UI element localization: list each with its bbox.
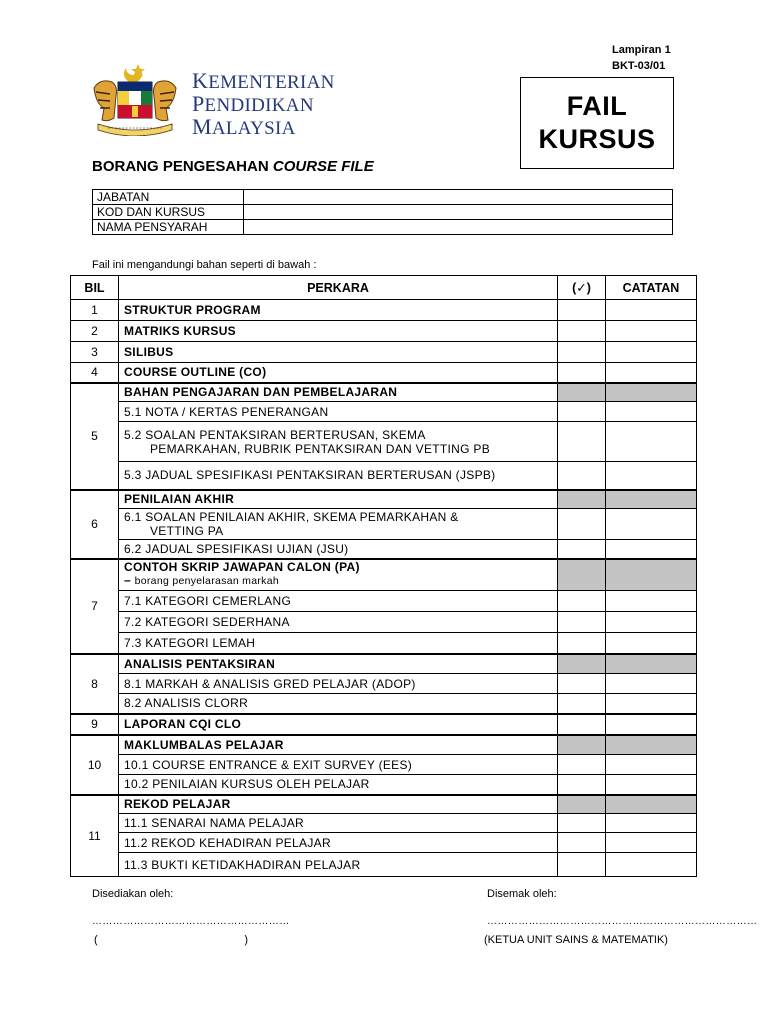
table-row xyxy=(71,714,697,735)
table-row xyxy=(71,462,697,490)
catatan-cell[interactable] xyxy=(606,540,697,559)
table-row xyxy=(71,509,697,540)
catatan-cell[interactable] xyxy=(606,591,697,612)
sub-item: 7.2 KATEGORI SEDERHANA xyxy=(119,612,558,633)
malaysia-coat-of-arms-icon xyxy=(86,62,184,136)
check-cell-disabled xyxy=(558,795,606,814)
table-row xyxy=(71,490,697,509)
catatan-cell-disabled xyxy=(606,559,697,591)
sub-item: 10.2 PENILAIAN KURSUS OLEH PELAJAR xyxy=(119,775,558,795)
catatan-cell[interactable] xyxy=(606,363,697,383)
row-number: 1 xyxy=(71,300,119,321)
info-row-jabatan xyxy=(93,190,673,205)
sub-item: 10.1 COURSE ENTRANCE & EXIT SURVEY (EES) xyxy=(119,755,558,775)
row-number: 11 xyxy=(71,795,119,877)
row-number: 2 xyxy=(71,321,119,342)
check-cell[interactable] xyxy=(558,540,606,559)
item-title: MATRIKS KURSUS xyxy=(119,321,558,342)
check-cell[interactable] xyxy=(558,853,606,877)
check-cell[interactable] xyxy=(558,612,606,633)
ketua-unit-label: (KETUA UNIT SAINS & MATEMATIK) xyxy=(484,934,668,946)
info-table xyxy=(92,189,673,235)
sub-item: 11.2 REKOD KEHADIRAN PELAJAR xyxy=(119,833,558,853)
catatan-cell[interactable] xyxy=(606,714,697,735)
open-paren: ( xyxy=(94,934,98,946)
catatan-cell[interactable] xyxy=(606,300,697,321)
check-cell[interactable] xyxy=(558,714,606,735)
check-cell[interactable] xyxy=(558,775,606,795)
table-row xyxy=(71,422,697,462)
section-heading: PENILAIAN AKHIR xyxy=(119,490,558,509)
sub-item-line: VETTING PA xyxy=(150,524,224,538)
catatan-cell[interactable] xyxy=(606,853,697,877)
check-cell[interactable] xyxy=(558,591,606,612)
catatan-cell[interactable] xyxy=(606,674,697,694)
lampiran-label: Lampiran 1 xyxy=(612,44,671,56)
reference-block xyxy=(612,42,671,74)
item-title: SILIBUS xyxy=(119,342,558,363)
nama-pensyarah-field[interactable] xyxy=(244,220,673,235)
check-cell-disabled xyxy=(558,490,606,509)
catatan-cell-disabled xyxy=(606,383,697,402)
sub-item: 8.1 MARKAH & ANALISIS GRED PELAJAR (ADOP) xyxy=(119,674,558,694)
catatan-cell[interactable] xyxy=(606,833,697,853)
catatan-cell[interactable] xyxy=(606,462,697,490)
section-heading: BAHAN PENGAJARAN DAN PEMBELAJARAN xyxy=(119,383,558,402)
row-number: 7 xyxy=(71,559,119,654)
check-cell[interactable] xyxy=(558,321,606,342)
info-row-kod xyxy=(93,205,673,220)
form-title: BORANG PENGESAHAN COURSE FILE xyxy=(92,158,374,175)
catatan-cell[interactable] xyxy=(606,633,697,654)
checked-by-label: Disemak oleh: xyxy=(487,888,557,900)
sub-item: 6.2 JADUAL SPESIFIKASI UJIAN (JSU) xyxy=(119,540,558,559)
sub-item xyxy=(119,509,558,540)
table-row xyxy=(71,694,697,714)
check-cell[interactable] xyxy=(558,833,606,853)
check-cell[interactable] xyxy=(558,633,606,654)
catatan-cell-disabled xyxy=(606,735,697,755)
catatan-cell[interactable] xyxy=(606,612,697,633)
table-row xyxy=(71,383,697,402)
catatan-cell[interactable] xyxy=(606,509,697,540)
kod-kursus-label: KOD DAN KURSUS xyxy=(93,205,244,220)
form-code: BKT-03/01 xyxy=(612,60,666,72)
table-row xyxy=(71,633,697,654)
row-number: 5 xyxy=(71,383,119,490)
sub-item: 5.1 NOTA / KERTAS PENERANGAN xyxy=(119,402,558,422)
perkara-header: PERKARA xyxy=(119,276,558,300)
row-number: 10 xyxy=(71,735,119,795)
table-row xyxy=(71,833,697,853)
check-cell[interactable] xyxy=(558,342,606,363)
catatan-cell[interactable] xyxy=(606,694,697,714)
jabatan-label: JABATAN xyxy=(93,190,244,205)
sub-item: 11.3 BUKTI KETIDAKHADIRAN PELAJAR xyxy=(119,853,558,877)
item-title: STRUKTUR PROGRAM xyxy=(119,300,558,321)
check-cell[interactable] xyxy=(558,402,606,422)
section-heading-text: CONTOH SKRIP JAWAPAN CALON (PA) xyxy=(124,560,360,575)
table-row xyxy=(71,775,697,795)
item-title: LAPORAN CQI CLO xyxy=(119,714,558,735)
table-row xyxy=(71,795,697,814)
check-cell[interactable] xyxy=(558,509,606,540)
check-cell[interactable] xyxy=(558,462,606,490)
item-title: COURSE OUTLINE (CO) xyxy=(119,363,558,383)
info-row-pensyarah xyxy=(93,220,673,235)
check-cell[interactable] xyxy=(558,300,606,321)
catatan-cell[interactable] xyxy=(606,814,697,833)
table-row xyxy=(71,591,697,612)
catatan-cell[interactable] xyxy=(606,422,697,462)
section-heading: MAKLUMBALAS PELAJAR xyxy=(119,735,558,755)
catatan-header: CATATAN xyxy=(606,276,697,300)
ministry-name xyxy=(192,70,335,139)
sub-item: 7.1 KATEGORI CEMERLANG xyxy=(119,591,558,612)
table-row xyxy=(71,300,697,321)
sub-item: 7.3 KATEGORI LEMAH xyxy=(119,633,558,654)
header-row xyxy=(71,276,697,300)
row-number: 3 xyxy=(71,342,119,363)
sub-item xyxy=(119,422,558,462)
check-cell[interactable] xyxy=(558,422,606,462)
prepared-signature-line[interactable]: ………………………………………………… xyxy=(92,916,290,927)
check-cell-disabled xyxy=(558,383,606,402)
catatan-cell[interactable] xyxy=(606,402,697,422)
table-row xyxy=(71,342,697,363)
sub-item-line: 5.2 SOALAN PENTAKSIRAN BERTERUSAN, SKEMA xyxy=(124,427,426,442)
fail-label: FAIL xyxy=(566,91,628,121)
ministry-line-1: KEMENTERIAN xyxy=(192,68,335,93)
kod-kursus-field[interactable] xyxy=(244,205,673,220)
table-row xyxy=(71,540,697,559)
bil-header: BIL xyxy=(71,276,119,300)
sub-item: 11.1 SENARAI NAMA PELAJAR xyxy=(119,814,558,833)
catatan-cell-disabled xyxy=(606,795,697,814)
table-row xyxy=(71,363,697,383)
catatan-cell[interactable] xyxy=(606,775,697,795)
ministry-line-3: MALAYSIA xyxy=(192,114,296,139)
check-cell-disabled xyxy=(558,735,606,755)
check-cell[interactable] xyxy=(558,694,606,714)
check-cell[interactable] xyxy=(558,363,606,383)
catatan-cell[interactable] xyxy=(606,321,697,342)
catatan-cell-disabled xyxy=(606,490,697,509)
prepared-by-label: Disediakan oleh: xyxy=(92,888,174,900)
nama-pensyarah-label: NAMA PENSYARAH xyxy=(93,220,244,235)
jabatan-field[interactable] xyxy=(244,190,673,205)
table-row xyxy=(71,674,697,694)
section-heading: REKOD PELAJAR xyxy=(119,795,558,814)
table-row xyxy=(71,755,697,775)
row-number: 9 xyxy=(71,714,119,735)
checked-signature-line[interactable]: …………………………………………………………………… xyxy=(487,916,758,927)
fail-kursus-box xyxy=(520,77,674,169)
table-row xyxy=(71,402,697,422)
row-number: 4 xyxy=(71,363,119,383)
sub-item-line: 6.1 SOALAN PENILAIAN AKHIR, SKEMA PEMARKAHAN & xyxy=(124,510,459,524)
dash: – xyxy=(124,573,135,588)
check-cell-disabled xyxy=(558,559,606,591)
checklist-table xyxy=(70,275,697,877)
table-row xyxy=(71,735,697,755)
intro-text: Fail ini mengandungi bahan seperti di bawah : xyxy=(92,259,317,271)
check-cell[interactable] xyxy=(558,814,606,833)
catatan-cell[interactable] xyxy=(606,755,697,775)
check-cell[interactable] xyxy=(558,674,606,694)
kursus-label: KURSUS xyxy=(538,124,656,154)
catatan-cell-disabled xyxy=(606,654,697,674)
check-cell[interactable] xyxy=(558,755,606,775)
table-row xyxy=(71,559,697,591)
sub-item: 5.3 JADUAL SPESIFIKASI PENTAKSIRAN BERTERUSAN (JSPB) xyxy=(119,462,558,490)
sub-item: 8.2 ANALISIS CLORR xyxy=(119,694,558,714)
check-header: (✓) xyxy=(558,276,606,300)
table-row xyxy=(71,814,697,833)
table-row xyxy=(71,654,697,674)
table-row xyxy=(71,321,697,342)
check-cell-disabled xyxy=(558,654,606,674)
section-heading: ANALISIS PENTAKSIRAN xyxy=(119,654,558,674)
table-row xyxy=(71,612,697,633)
row-number: 8 xyxy=(71,654,119,714)
close-paren: ) xyxy=(244,934,248,946)
sub-item-line: PEMARKAHAN, RUBRIK PENTAKSIRAN DAN VETTING PB xyxy=(150,441,491,456)
table-row xyxy=(71,853,697,877)
catatan-cell[interactable] xyxy=(606,342,697,363)
row-number: 6 xyxy=(71,490,119,559)
section-heading xyxy=(119,559,558,591)
ministry-line-2: PENDIDIKAN xyxy=(192,91,314,116)
section-note: borang penyelarasan markah xyxy=(134,575,279,588)
